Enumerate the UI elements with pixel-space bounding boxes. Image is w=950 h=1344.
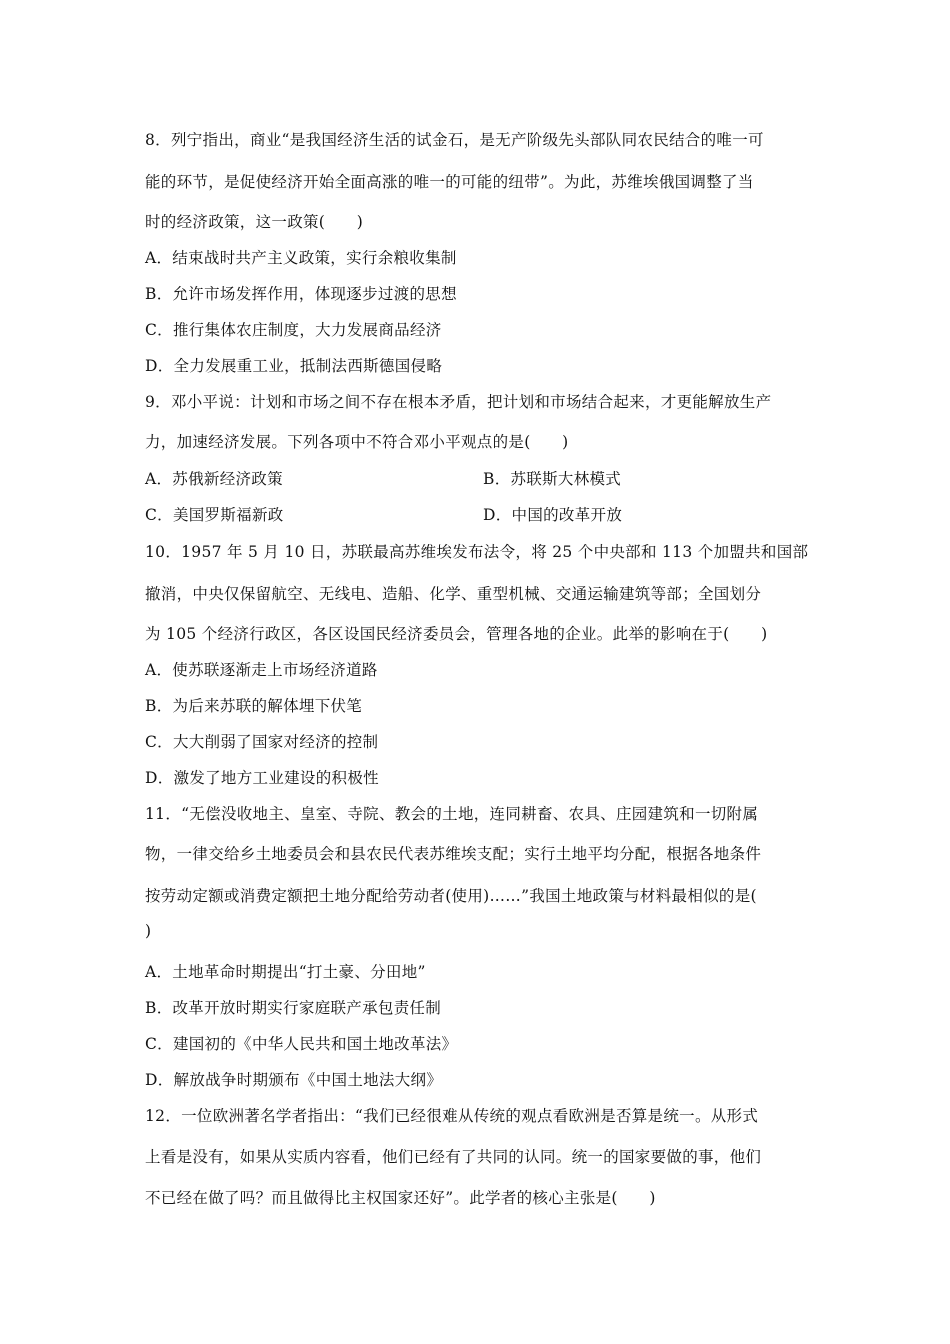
q8-stem-line-2: 能的环节，是促使经济开始全面高涨的唯一的可能的纽带”。为此，苏维埃俄国调整了当 — [145, 173, 754, 191]
q9-option-b: B．苏联斯大林模式 — [483, 470, 622, 488]
q10-stem-line-2: 撤消，中央仅保留航空、无线电、造船、化学、重型机械、交通运输建筑等部；全国划分 — [145, 585, 762, 603]
q11-stem-line-2: 物，一律交给乡土地委员会和县农民代表苏维埃支配；实行土地平均分配，根据各地条件 — [145, 845, 762, 863]
q11-stem-line-1: 11．“无偿没收地主、皇室、寺院、教会的土地，连同耕畜、农具、庄园建筑和一切附属 — [145, 805, 759, 823]
q8-stem-line-3: 时的经济政策，这一政策( ) — [145, 213, 364, 231]
q11-option-d: D．解放战争时期颁布《中国土地法大纲》 — [145, 1071, 443, 1089]
q9-option-c: C．美国罗斯福新政 — [145, 506, 284, 524]
q9-option-d: D．中国的改革开放 — [483, 506, 623, 524]
q11-stem-line-3: 按劳动定额或消费定额把土地分配给劳动者(使用)……”我国土地政策与材料最相似的是( — [145, 887, 757, 905]
q10-option-a: A．使苏联逐渐走上市场经济道路 — [145, 661, 378, 679]
q11-option-a: A．土地革命时期提出“打土豪、分田地” — [145, 963, 426, 981]
q10-stem-line-3: 为 105 个经济行政区，各区设国民经济委员会，管理各地的企业。此举的影响在于( ) — [145, 625, 768, 643]
q12-stem-line-3: 不已经在做了吗？而且做得比主权国家还好”。此学者的核心主张是( ) — [145, 1189, 656, 1207]
q10-option-d: D．激发了地方工业建设的积极性 — [145, 769, 379, 787]
q11-option-b: B．改革开放时期实行家庭联产承包责任制 — [145, 999, 442, 1017]
q11-stem-line-4: ) — [145, 922, 152, 940]
q8-option-b: B．允许市场发挥作用，体现逐步过渡的思想 — [145, 285, 457, 303]
q12-stem-line-2: 上看是没有，如果从实质内容看，他们已经有了共同的认同。统一的国家要做的事，他们 — [145, 1148, 762, 1166]
q9-stem-line-1: 9．邓小平说：计划和市场之间不存在根本矛盾，把计划和市场结合起来，才更能解放生产 — [145, 393, 772, 411]
q9-stem-line-2: 力，加速经济发展。下列各项中不符合邓小平观点的是( ) — [145, 433, 569, 451]
q11-option-c: C．建国初的《中华人民共和国土地改革法》 — [145, 1035, 458, 1053]
q12-stem-line-1: 12．一位欧洲著名学者指出：“我们已经很难从传统的观点看欧洲是否算是统一。从形式 — [145, 1107, 759, 1125]
q10-option-b: B．为后来苏联的解体埋下伏笔 — [145, 697, 363, 715]
q8-stem-line-1: 8．列宁指出，商业“是我国经济生活的试金石，是无产阶级先头部队同农民结合的唯一可 — [145, 131, 764, 149]
q8-option-d: D．全力发展重工业，抵制法西斯德国侵略 — [145, 357, 443, 375]
q9-option-a: A．苏俄新经济政策 — [145, 470, 283, 488]
q8-option-a: A．结束战时共产主义政策，实行余粮收集制 — [145, 249, 457, 267]
q8-option-c: C．推行集体农庄制度，大力发展商品经济 — [145, 321, 442, 339]
q10-stem-line-1: 10．1957 年 5 月 10 日，苏联最高苏维埃发布法令，将 25 个中央部和 113 个加盟共和国部 — [145, 543, 809, 561]
q10-option-c: C．大大削弱了国家对经济的控制 — [145, 733, 379, 751]
